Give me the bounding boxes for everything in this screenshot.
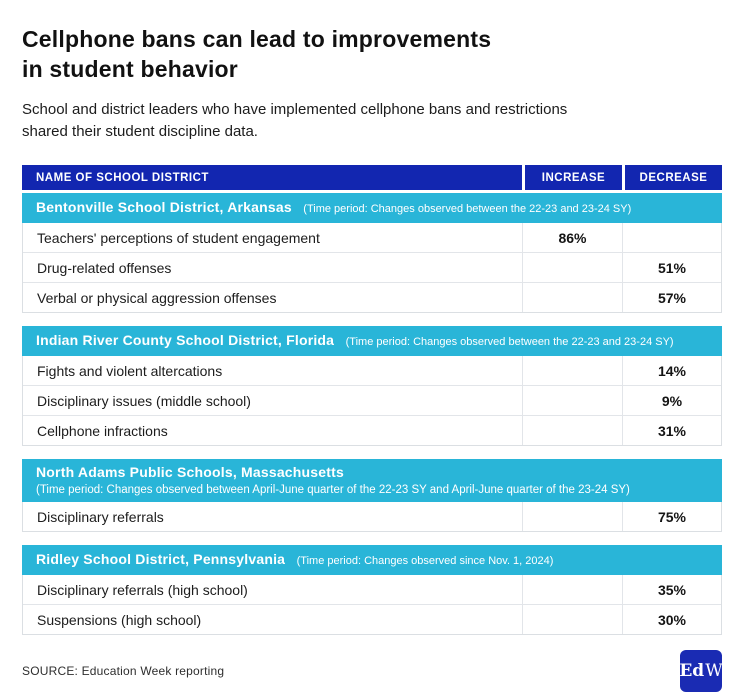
table-header-row [22,165,722,190]
table-row [23,415,721,445]
table-row [23,502,721,531]
table-row [23,356,721,385]
district-time-period: (Time period: Changes observed between the 22-23 and 23-24 SY) [345,336,674,348]
column-header-increase: INCREASE [522,165,622,190]
metric-label: Disciplinary referrals (high school) [37,581,248,598]
metric-label: Cellphone infractions [37,422,168,439]
decrease-value: 14% [622,356,721,385]
district-section [22,193,722,313]
district-band [22,326,722,356]
district-time-period: (Time period: Changes observed between the 22-23 and 23-24 SY) [303,203,632,215]
increase-value [522,575,622,604]
title-line-2: in student behavior [22,56,238,82]
page-title [22,24,722,84]
title-line-1: Cellphone bans can lead to improvements [22,26,492,52]
increase-value [522,605,622,634]
district-name: Indian River County School District, Florida [36,332,335,348]
increase-value [522,283,622,312]
source-credit: SOURCE: Education Week reporting [22,664,225,678]
table-row [23,604,721,634]
decrease-value [622,223,721,252]
table-row [23,575,721,604]
discipline-table [22,165,722,635]
district-band [22,459,722,502]
metric-label: Disciplinary referrals [37,508,164,525]
subtitle-line-1: School and district leaders who have implemented cellphone bans and restrictions [22,101,568,118]
table-row [23,282,721,312]
increase-value: 86% [522,223,622,252]
decrease-value: 35% [622,575,721,604]
metric-label: Disciplinary issues (middle school) [37,392,251,409]
decrease-value: 30% [622,605,721,634]
column-header-decrease: DECREASE [622,165,722,190]
subtitle-line-2: shared their student discipline data. [22,123,258,140]
metric-label: Fights and violent altercations [37,362,223,379]
district-time-period: (Time period: Changes observed between April-June quarter of the 22-23 SY and April-June quarter of the 23-24 SY) [36,484,630,496]
increase-value [522,416,622,445]
district-section [22,326,722,446]
increase-value [522,386,622,415]
table-row [23,252,721,282]
district-rows [22,223,722,313]
decrease-value: 75% [622,502,721,531]
edweek-logo-w: W [705,660,723,681]
table-row [23,385,721,415]
district-band [22,545,722,575]
metric-label: Verbal or physical aggression offenses [37,289,277,306]
district-band [22,193,722,223]
table-sections [22,193,722,635]
page-subtitle [22,99,722,143]
decrease-value: 31% [622,416,721,445]
table-row [23,223,721,252]
edweek-logo [680,650,722,692]
column-header-district: NAME OF SCHOOL DISTRICT [36,171,209,184]
district-section [22,459,722,532]
district-name: Bentonville School District, Arkansas [36,199,292,215]
district-section [22,545,722,635]
metric-label: Suspensions (high school) [37,611,202,628]
district-rows [22,502,722,532]
decrease-value: 57% [622,283,721,312]
district-time-period: (Time period: Changes observed since Nov. 1, 2024) [296,555,554,567]
increase-value [522,502,622,531]
decrease-value: 51% [622,253,721,282]
metric-label: Drug-related offenses [37,259,172,276]
district-name: North Adams Public Schools, Massachusetts [36,464,344,480]
decrease-value: 9% [622,386,721,415]
district-name: Ridley School District, Pennsylvania [36,551,286,567]
edweek-logo-ed: Ed [679,660,705,681]
increase-value [522,253,622,282]
district-rows [22,575,722,635]
metric-label: Teachers' perceptions of student engagement [37,229,320,246]
footer [22,650,722,692]
district-rows [22,356,722,446]
increase-value [522,356,622,385]
